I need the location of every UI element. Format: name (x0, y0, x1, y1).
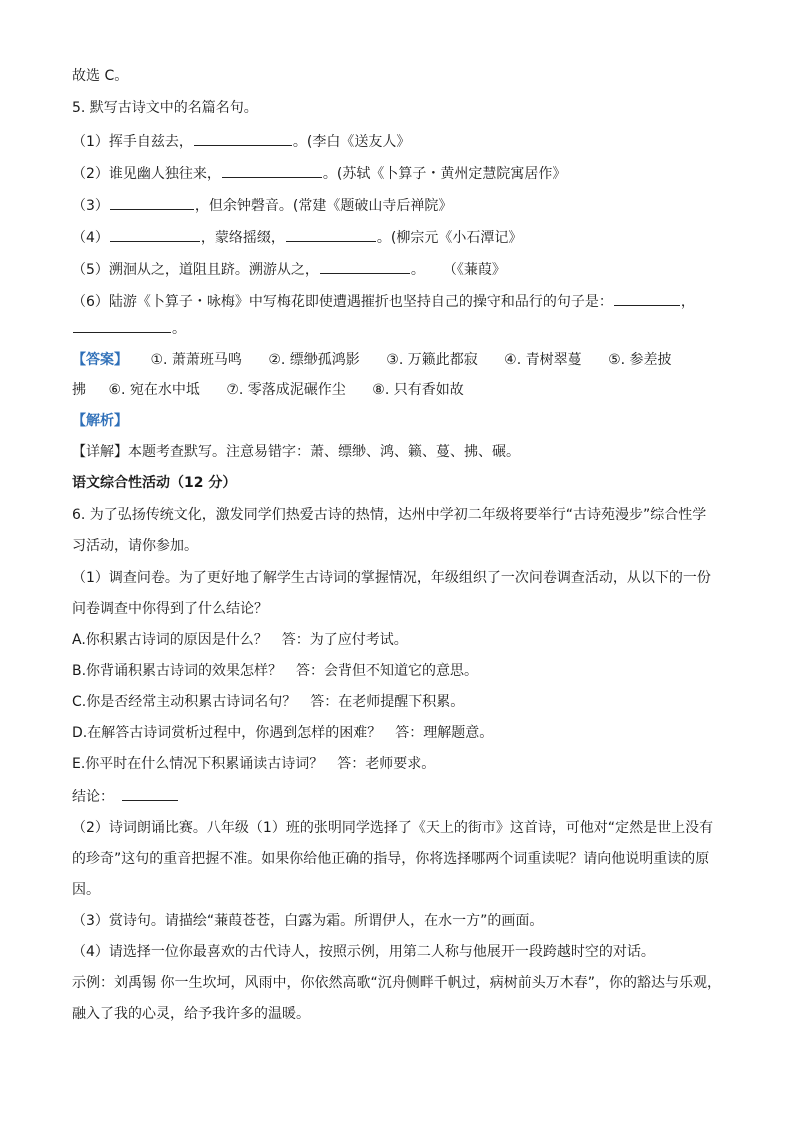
option-d: D.在解答古诗词赏析过程中，你遇到怎样的困难？ 答：理解题意。 (72, 725, 494, 741)
sub-question-1: （1）调查问卷。为了更好地了解学生古诗词的掌握情况，年级组织了一次问卷调查活动，从以下的一份 (72, 570, 711, 586)
option-a: A.你积累古诗词的原因是什么？ 答：为了应付考试。 (72, 632, 408, 648)
conclusion-line: 结论： (72, 786, 732, 807)
answer-blank (194, 131, 292, 146)
question-6-intro: 6. 为了弘扬传统文化，激发同学们热爱古诗的热情，达州中学初二年级将要举行“古诗苑漫步”综合性学 (72, 507, 707, 523)
question-5-6-cont: 。 (72, 318, 732, 339)
question-5-2: （2）谁见幽人独往来， 。(苏轼《卜算子・黄州定慧院寓居作》 (72, 163, 732, 184)
option-b: B.你背诵积累古诗词的效果怎样？ 答：会背但不知道它的意思。 (72, 663, 479, 679)
sub-question-2-cont: 的珍奇”这句的重音把握不准。如果你给他正确的指导，你将选择哪两个词重读呢？请向他说明重读的原 (72, 851, 710, 867)
answer-blank (614, 291, 680, 306)
analysis-tag: 【解析】 (72, 413, 128, 429)
answer-row-1 (72, 350, 732, 370)
answer-row-2: 拂 ⑥. 宛在水中坻 ⑦. 零落成泥碾作尘 ⑧. 只有香如故 (72, 382, 464, 398)
answer-item: ⑥. 宛在水中坻 (108, 382, 200, 398)
section-title: 语文综合性活动（12 分） (72, 475, 237, 491)
option-c: C.你是否经常主动积累古诗词名句？ 答：在老师提醒下积累。 (72, 694, 465, 710)
answer-item: ⑦. 零落成泥碾作尘 (226, 382, 346, 398)
answer-item: ⑤. 参差披 (608, 352, 672, 368)
answer-blank (73, 318, 171, 333)
question-5-5: （5）溯洄从之，道阻且跻。溯游从之， 。 （《蒹葭》 (72, 259, 732, 280)
answer-blank (110, 227, 200, 242)
answer-blank (286, 227, 376, 242)
question-5-title: 5. 默写古诗文中的名篇名句。 (72, 100, 258, 116)
detail-line: 【详解】本题考查默写。注意易错字：萧、缥缈、鸿、籁、蔓、拂、碾。 (72, 444, 520, 460)
sub-question-2-end: 因。 (72, 882, 100, 898)
answer-item: ⑧. 只有香如故 (372, 382, 464, 398)
question-5-4: （4） ，蒙络摇缀， 。(柳宗元《小石潭记》 (72, 227, 732, 248)
sub-question-4: （4）请选择一位你最喜欢的古代诗人，按照示例，用第二人称与他展开一段跨越时空的对话。 (72, 944, 655, 960)
text-line: 故选 C。 (72, 68, 129, 84)
example-line-cont: 融入了我的心灵，给予我许多的温暖。 (72, 1006, 310, 1022)
answer-tag: 【答案】 (72, 352, 128, 368)
sub-question-2: （2）诗词朗诵比赛。八年级（1）班的张明同学选择了《天上的街市》这首诗，可他对“定然是世上没有 (72, 820, 714, 836)
answer-blank (222, 163, 322, 178)
question-5-6: （6）陆游《卜算子・咏梅》中写梅花即使遭遇摧折也坚持自己的操守和品行的句子是： ， (72, 291, 732, 312)
option-e: E.你平时在什么情况下积累诵读古诗词？ 答：老师要求。 (72, 756, 436, 772)
answer-blank (320, 259, 410, 274)
example-line: 示例：刘禹锡 你一生坎坷，风雨中，你依然高歌“沉舟侧畔千帆过，病树前头万木春”，你的豁达与乐观， (72, 975, 721, 991)
answer-blank (110, 195, 194, 210)
answer-item: ①. 萧萧班马鸣 (150, 352, 242, 368)
answer-item: ④. 青树翠蔓 (504, 352, 582, 368)
sub-question-1-cont: 问卷调查中你得到了什么结论？ (72, 601, 268, 617)
answer-item: ②. 缥缈孤鸿影 (268, 352, 360, 368)
answer-blank (122, 786, 178, 801)
sub-question-3: （3）赏诗句。请描绘“蒹葭苍苍，白露为霜。所谓伊人，在水一方”的画面。 (72, 913, 544, 929)
analysis-tag-line (72, 411, 732, 431)
question-5-3: （3） ，但余钟磬音。(常建《题破山寺后禅院》 (72, 195, 732, 216)
answer-item: ③. 万籁此都寂 (386, 352, 478, 368)
question-6-intro-cont: 习活动，请你参加。 (72, 538, 198, 554)
question-5-1: （1）挥手自兹去， 。(李白《送友人》 (72, 131, 732, 152)
